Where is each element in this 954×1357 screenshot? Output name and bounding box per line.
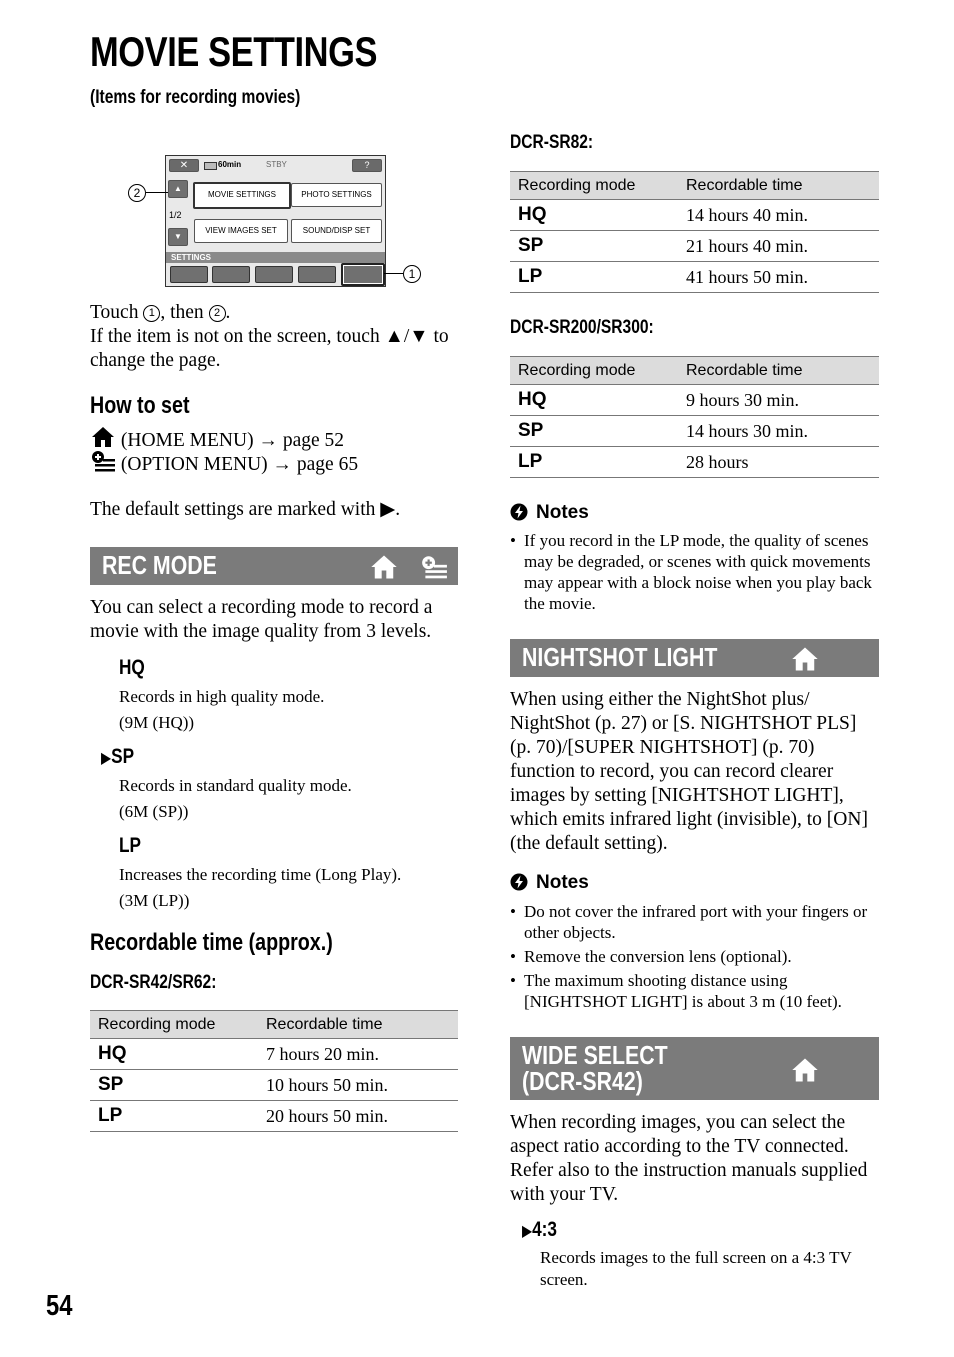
index-tab-icon [255, 266, 293, 283]
home-icon [369, 554, 399, 580]
callout-ref-2: 2 [209, 305, 226, 322]
page-subtitle: (Items for recording movies) [90, 87, 301, 108]
model-sr82-label: DCR-SR82: [510, 132, 594, 153]
option-43-desc: Records images to the full screen on a 4:3 TV screen. [540, 1248, 852, 1289]
col-time-header: Recordable time [678, 357, 879, 385]
settings-bar: SETTINGS [166, 252, 385, 263]
settings-tab-icon [341, 263, 385, 286]
page-up-button: ▲ [168, 180, 188, 198]
option-sp-desc: Records in standard quality mode. (6M (SP)) [119, 776, 352, 821]
table-row: SP 21 hours 40 min. [510, 231, 879, 262]
battery-icon [204, 162, 217, 170]
table-row: HQ 7 hours 20 min. [90, 1039, 458, 1070]
play-tab-icon [212, 266, 250, 283]
table-row: HQ 14 hours 40 min. [510, 200, 879, 231]
notes-list-1 [510, 530, 880, 617]
col-mode-header: Recording mode [510, 172, 678, 200]
col-mode-header: Recording mode [510, 357, 678, 385]
notes-icon [510, 503, 528, 521]
home-icon [790, 1057, 820, 1083]
option-lp-name: LP [119, 834, 142, 857]
option-hq-desc: Records in high quality mode. (9M (HQ)) [119, 687, 325, 732]
col-time-header: Recordable time [678, 172, 879, 200]
wide-select-body: When recording images, you can select the aspect ratio according to the TV connected. Refer also to the instruction manuals supplied with your TV. [510, 1112, 868, 1205]
default-marker-icon: ▶ [522, 1223, 533, 1240]
recordable-time-heading: Recordable time (approx.) [90, 929, 333, 956]
option-menu-ref: (OPTION MENU) → page 65 [90, 450, 460, 477]
nightshot-heading: NIGHTSHOT LIGHT [522, 642, 718, 672]
page-indicator: 1/2 [169, 210, 182, 220]
rec-mode-heading: REC MODE [102, 550, 217, 580]
table-row: LP 20 hours 50 min. [90, 1101, 458, 1132]
remaining-time: 60min [218, 160, 242, 169]
notes-icon [510, 873, 528, 891]
standby-status: STBY [266, 160, 287, 169]
movie-settings-button: MOVIE SETTINGS [193, 182, 291, 209]
home-menu-ref: (HOME MENU) → page 52 [90, 426, 460, 453]
notes-heading: Notes [510, 502, 589, 524]
table-sr82 [510, 171, 879, 293]
notes-heading: Notes [510, 872, 589, 894]
wide-select-heading-bar [510, 1037, 879, 1100]
model-sr200-label: DCR-SR200/SR300: [510, 317, 654, 338]
table-row: SP 14 hours 30 min. [510, 416, 879, 447]
view-images-set-button: VIEW IMAGES SET [194, 219, 288, 243]
page-title: MOVIE SETTINGS [90, 28, 378, 75]
table-sr42 [90, 1010, 458, 1132]
page-number: 54 [46, 1290, 73, 1322]
callout-line-1 [384, 273, 403, 274]
list-item: • Do not cover the infrared port with your fingers or other objects. [510, 901, 880, 943]
sound-disp-set-button: SOUND/DISP SET [291, 219, 382, 243]
list-item: • If you record in the LP mode, the quality of scenes may be degraded, or scenes with quick movements may appear with a block noise when you play back the movie. [510, 530, 880, 614]
edit-tab-icon [298, 266, 336, 283]
instruction-text: Touch 1 , then 2 . If the item is not on the screen, touch ▲/▼ to change the page. [90, 302, 449, 371]
callout-ref-1: 1 [143, 305, 160, 322]
col-time-header: Recordable time [258, 1011, 458, 1039]
photo-settings-button: PHOTO SETTINGS [291, 183, 382, 207]
callout-line-2 [146, 192, 168, 193]
table-sr200 [510, 356, 879, 478]
option-menu-icon [420, 554, 448, 580]
table-row: HQ 9 hours 30 min. [510, 385, 879, 416]
list-item: • Remove the conversion lens (optional). [510, 946, 880, 967]
rec-mode-intro: You can select a recording mode to record a movie with the image quality from 3 levels. [90, 597, 433, 642]
option-43-name: ▶4:3 [522, 1218, 557, 1241]
option-lp-desc: Increases the recording time (Long Play). (3M (LP)) [119, 865, 402, 910]
table-row: LP 41 hours 50 min. [510, 262, 879, 293]
page-down-button: ▼ [168, 228, 188, 246]
rec-mode-heading-bar [90, 547, 458, 585]
option-sp-name: ▶SP [101, 745, 135, 768]
callout-1: 1 [403, 265, 421, 283]
col-mode-header: Recording mode [90, 1011, 258, 1039]
default-note: The default settings are marked with ▶. [90, 499, 401, 520]
camera-tab-icon [170, 266, 208, 283]
option-hq-name: HQ [119, 656, 145, 679]
table-row: LP 28 hours [510, 447, 879, 478]
lcd-screen-illustration [165, 155, 386, 287]
nightshot-heading-bar [510, 639, 879, 677]
wide-select-heading: WIDE SELECT (DCR-SR42) [522, 1040, 668, 1096]
default-marker-icon: ▶ [101, 750, 112, 767]
callout-2: 2 [128, 184, 146, 202]
how-to-set-heading: How to set [90, 392, 190, 419]
home-icon [90, 426, 116, 448]
nightshot-body: When using either the NightShot plus/ NightShot (p. 27) or [S. NIGHTSHOT PLS] (p. 70)/[SUPER NIGHTSHOT] (p. 70) function to record, you can record clearer images by setting [NIGHTSHOT LIGHT], which emits infrared light (invisible), to [ON] (the default setting). [510, 689, 868, 854]
table-row: SP 10 hours 50 min. [90, 1070, 458, 1101]
notes-list-2 [510, 901, 880, 1015]
option-menu-icon [90, 450, 116, 472]
home-icon [790, 646, 820, 672]
model-sr42-label: DCR-SR42/SR62: [90, 972, 217, 993]
help-button: ? [352, 159, 382, 172]
list-item: • The maximum shooting distance using [NIGHTSHOT LIGHT] is about 3 m (10 feet). [510, 970, 880, 1012]
close-button: ✕ [169, 159, 199, 172]
